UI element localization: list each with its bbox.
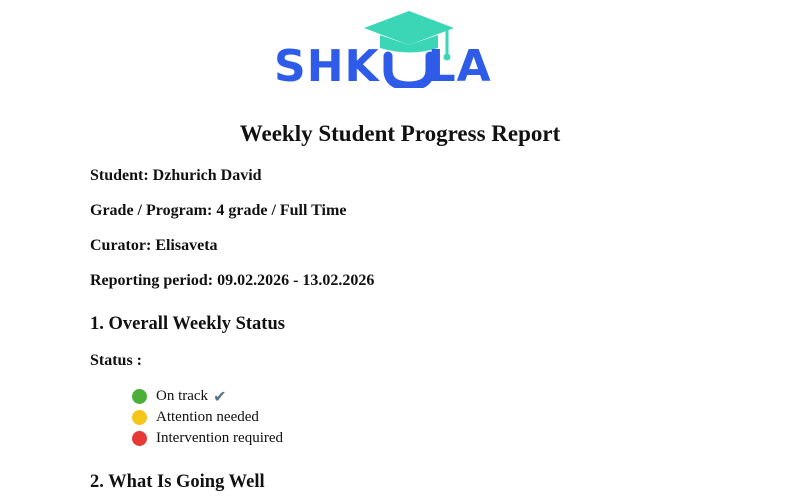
status-option-label: On track xyxy=(156,388,209,404)
shkola-logo xyxy=(274,8,514,92)
red-circle-icon xyxy=(132,431,147,446)
curator-field: Curator: Elisaveta xyxy=(90,237,218,254)
check-icon: ✔ xyxy=(213,387,227,406)
overall-status-heading: 1. Overall Weekly Status xyxy=(90,314,285,334)
logo-text-left: SHK xyxy=(274,41,380,92)
status-option-label: Intervention required xyxy=(156,430,284,446)
status-options-list xyxy=(132,386,283,449)
logo-text-right: LA xyxy=(427,41,492,92)
status-option-attention-needed xyxy=(132,407,283,428)
student-field: Student: Dzhurich David xyxy=(90,167,262,184)
reporting-period-field: Reporting period: 09.02.2026 - 13.02.2026 xyxy=(90,272,375,289)
yellow-circle-icon xyxy=(132,410,147,425)
grade-field: Grade / Program: 4 grade / Full Time xyxy=(90,202,347,219)
status-option-intervention-required xyxy=(132,428,283,449)
report-title: Weekly Student Progress Report xyxy=(239,121,561,146)
status-label: Status : xyxy=(90,352,143,369)
going-well-heading: 2. What Is Going Well xyxy=(90,472,265,492)
status-option-on-track xyxy=(132,386,283,407)
logo-wordmark xyxy=(274,41,492,92)
green-circle-icon xyxy=(132,389,147,404)
status-option-label: Attention needed xyxy=(156,409,259,425)
